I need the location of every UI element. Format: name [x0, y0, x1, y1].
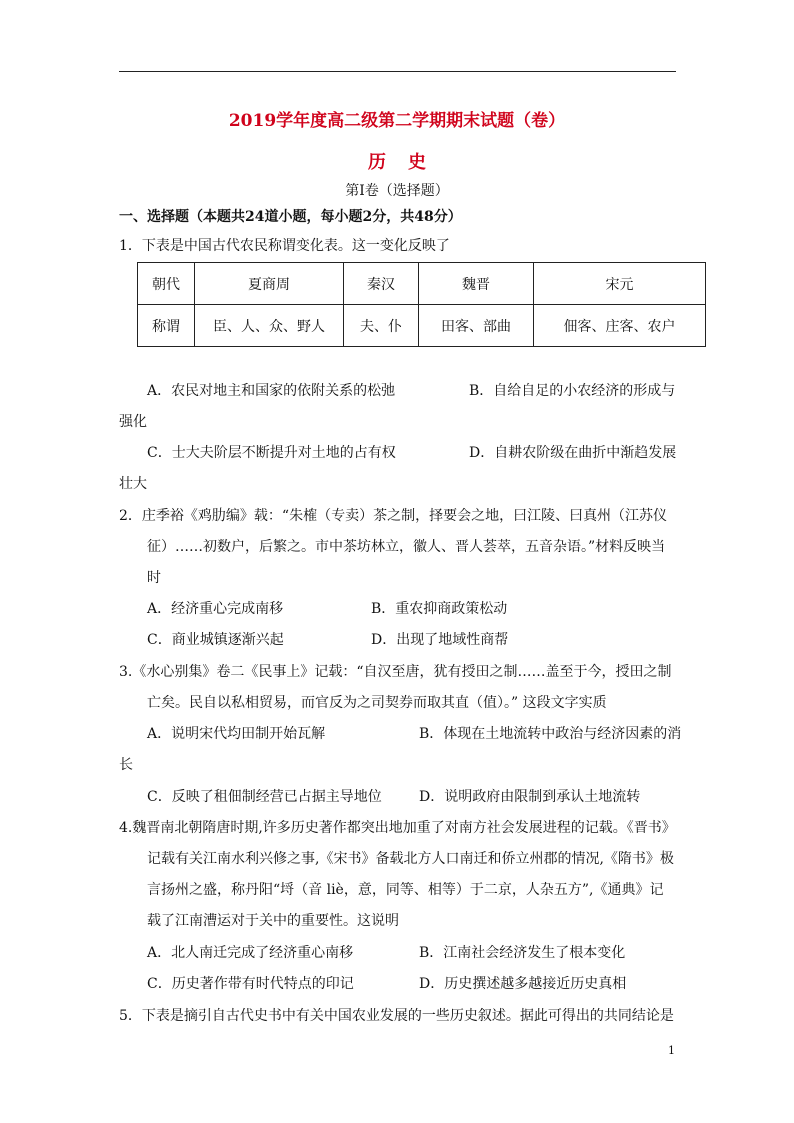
table-cell: 臣、人、众、野人: [195, 305, 344, 347]
q3-option-a: A．说明宋代均田制开始瓦解: [147, 726, 326, 742]
table-cell: 夏商周: [195, 263, 344, 305]
table-cell: 魏晋: [419, 263, 534, 305]
table-cell: 夫、仆: [344, 305, 419, 347]
q3-stem-line2: 亡矣。民自以私相贸易，而官反为之司契券而取其直（值）。” 这段文字实质: [147, 695, 607, 711]
q5-stem-line1: 5．下表是摘引自古代史书中有关中国农业发展的一些历史叙述。据此可得出的共同结论是: [119, 1008, 674, 1024]
q2-option-a: A．经济重心完成南移: [147, 601, 284, 617]
q2-option-d: D．出现了地域性商帮: [371, 632, 509, 648]
q3-option-b-cont: 长: [119, 757, 133, 773]
table-cell: 田客、部曲: [419, 305, 534, 347]
q2-option-b: B．重农抑商政策松动: [371, 601, 508, 617]
q4-option-a: A．北人南迁完成了经济重心南移: [147, 945, 354, 961]
table-cell: 佃客、庄客、农户: [534, 305, 706, 347]
q2-stem-line1: 2．庄季裕《鸡肋编》载：“朱榷（专卖）茶之制，择要会之地，曰江陵、曰真州（江苏仪: [119, 508, 668, 524]
q4-stem-line1: 4.魏晋南北朝隋唐时期,许多历史著作都突出地加重了对南方社会发展进程的记载。《晋书》: [119, 820, 676, 836]
table-cell: 宋元: [534, 263, 706, 305]
q4-stem-line4: 载了江南漕运对于关中的重要性。这说明: [147, 913, 399, 929]
q1-option-d: D．自耕农阶级在曲折中渐趋发展: [469, 445, 677, 461]
q1-stem: 1．下表是中国古代农民称谓变化表。这一变化反映了: [119, 238, 450, 254]
q1-option-d-cont: 壮大: [119, 476, 147, 492]
volume-label: 第Ⅰ卷（选择题）: [345, 183, 449, 199]
table-cell: 朝代: [138, 263, 195, 305]
table-row: [138, 263, 706, 305]
section-heading: 一、选择题（本题共24道小题，每小题2分，共48分）: [119, 209, 462, 225]
q4-option-c: C．历史著作带有时代特点的印记: [147, 976, 354, 992]
q2-option-c: C．商业城镇逐渐兴起: [147, 632, 284, 648]
q2-stem-line3: 时: [147, 570, 161, 586]
q1-option-b-cont: 强化: [119, 414, 147, 430]
q1-option-b: B．自给自足的小农经济的形成与: [469, 383, 676, 399]
table-cell: 秦汉: [344, 263, 419, 305]
q4-stem-line2: 记载有关江南水利兴修之事,《宋书》备载北方人口南迁和侨立州郡的情况,《隋书》极: [147, 851, 674, 867]
q3-stem-line1: 3.《水心别集》卷二《民事上》记载：“自汉至唐，犹有授田之制……盖至于今，授田之制: [119, 664, 672, 680]
header-rule: [119, 71, 676, 72]
q1-table: [137, 262, 706, 347]
q3-option-d: D．说明政府由限制到承认土地流转: [419, 789, 641, 805]
q3-option-c: C．反映了租佃制经营已占据主导地位: [147, 789, 382, 805]
page-number: 1: [668, 1044, 675, 1057]
table-row: [138, 305, 706, 347]
q1-option-a: A．农民对地主和国家的依附关系的松弛: [147, 383, 396, 399]
table-cell: 称谓: [138, 305, 195, 347]
q4-stem-line3: 言扬州之盛，称丹阳“埒（音 liè，意，同等、相等）于二京，人杂五方”,《通典》记: [147, 882, 664, 898]
subject-title: 历史: [368, 152, 448, 173]
q4-option-d: D．历史撰述越多越接近历史真相: [419, 976, 627, 992]
q3-option-b: B．体现在土地流转中政治与经济因素的消: [419, 726, 682, 742]
q2-stem-line2: 征）……初数户，后繁之。市中茶坊林立，徽人、晋人荟萃，五音杂语。”材料反映当: [147, 539, 666, 555]
exam-title: 2019学年度高二级第二学期期末试题（卷）: [228, 111, 566, 131]
q4-option-b: B．江南社会经济发生了根本变化: [419, 945, 626, 961]
q1-option-c: C．士大夫阶层不断提升对土地的占有权: [147, 445, 396, 461]
